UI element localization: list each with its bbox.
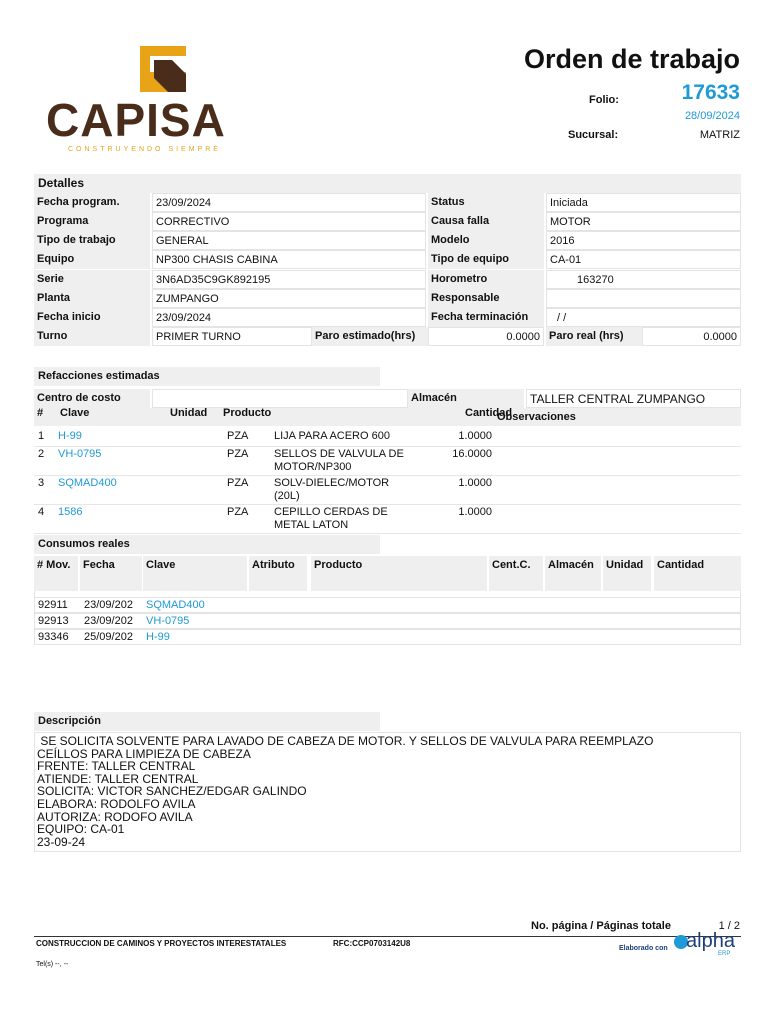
detalle-label: Tipo de equipo	[428, 250, 544, 269]
detalle-value: 23/09/2024	[152, 308, 426, 327]
ref-row-clave-link[interactable]: 1586	[58, 506, 83, 518]
refacciones-title: Refacciones estimadas	[38, 370, 160, 382]
paro-estimado-label: Paro estimado(hrs)	[312, 327, 428, 346]
detalle-label: Causa falla	[428, 212, 544, 231]
header-date: 28/09/2024	[684, 110, 740, 122]
ref-row-unidad: PZA	[227, 506, 249, 518]
cons-col-unidad: Unidad	[603, 556, 651, 591]
cons-col-producto: Producto	[311, 556, 487, 591]
cons-row-box	[34, 613, 741, 629]
detalles-header	[34, 174, 741, 193]
ref-col-clave: Clave	[60, 407, 90, 419]
detalle-label: Tipo de trabajo	[34, 231, 150, 250]
descripcion-title: Descripción	[38, 715, 101, 727]
detalle-label: Fecha terminación	[428, 308, 544, 327]
paro-estimado-value: 0.0000	[428, 327, 544, 346]
ref-row-producto: SELLOS DE VALVULA DE MOTOR/NP300	[274, 448, 404, 473]
sucursal-label: Sucursal:	[568, 129, 619, 141]
descripcion-line: EQUIPO: CA-01	[37, 822, 125, 837]
detalle-label: Horometro	[428, 270, 544, 289]
ref-row-num: 2	[38, 448, 45, 460]
ref-col-unidad: Unidad	[170, 407, 208, 419]
ref-row-cantidad: 1.0000	[458, 430, 492, 442]
ref-row-num: 3	[38, 477, 45, 489]
detalle-value: 3N6AD35C9GK892195	[152, 270, 426, 289]
cons-col-almacen: Almacén	[545, 556, 601, 591]
cons-row-clave-link[interactable]: SQMAD400	[146, 599, 205, 611]
alpha-brand-sub: ERP	[718, 951, 731, 957]
refacciones-col-header	[34, 408, 741, 426]
ref-row-producto: LIJA PARA ACERO 600	[274, 430, 390, 442]
refacciones-header	[34, 367, 380, 386]
detalle-label: Turno	[34, 327, 150, 346]
detalle-label: Responsable	[428, 289, 544, 308]
ref-row-unidad: PZA	[227, 448, 249, 460]
paro-real-value: 0.0000	[642, 327, 741, 346]
footer-company: CONSTRUCCION DE CAMINOS Y PROYECTOS INTERESTATALES	[36, 939, 287, 948]
detalle-value: ZUMPANGO	[152, 289, 426, 308]
ref-row-clave-link[interactable]: VH-0795	[58, 448, 102, 460]
row-divider	[34, 446, 741, 447]
detalle-value: / /	[546, 308, 741, 327]
detalles-title: Detalles	[38, 176, 85, 190]
detalle-label: Planta	[34, 289, 150, 308]
cons-row-fecha: 23/09/202	[84, 599, 133, 611]
detalle-label: Modelo	[428, 231, 544, 250]
cons-row-box	[34, 597, 741, 613]
descripcion-line: CEÍLLOS PARA LIMPIEZA DE CABEZA	[37, 746, 251, 761]
centro-costo-label: Centro de costo	[34, 389, 150, 408]
detalle-label: Serie	[34, 270, 150, 289]
detalle-value: CA-01	[546, 250, 741, 269]
cons-row-mov: 92911	[38, 599, 68, 611]
detalle-value: Iniciada	[546, 193, 741, 212]
detalle-value	[546, 289, 741, 308]
descripcion-header	[34, 712, 380, 731]
logo-slogan: CONSTRUYENDO SIEMPRE	[68, 146, 221, 153]
consumos-title: Consumos reales	[38, 538, 130, 550]
detalle-value: MOTOR	[546, 212, 741, 231]
cons-col-atributo: Atributo	[249, 556, 307, 591]
detalle-label: Fecha program.	[34, 193, 150, 212]
consumos-header	[34, 535, 380, 554]
ref-col-producto: Producto	[223, 407, 272, 419]
ref-row-clave-link[interactable]: H-99	[58, 430, 82, 442]
elaborado-label: Elaborado con	[619, 945, 668, 952]
alpha-erp-logo	[674, 930, 738, 961]
ref-col-observaciones: Observaciones	[497, 411, 576, 423]
footer-rfc: RFC:CCP0703142U8	[333, 939, 411, 948]
detalle-value: 163270	[546, 270, 741, 289]
cons-row-box	[34, 629, 741, 645]
row-divider	[34, 504, 741, 505]
row-divider	[34, 533, 741, 534]
cons-row-fecha: 23/09/202	[84, 615, 133, 627]
footer-divider	[34, 936, 741, 937]
cons-row-mov: 93346	[38, 631, 69, 643]
descripcion-line: AUTORIZA: RODOFO AVILA	[37, 809, 193, 824]
descripcion-line: SE SOLICITA SOLVENTE PARA LAVADO DE CABEZA DE MOTOR. Y SELLOS DE VALVULA PARA REEMPLAZO	[37, 734, 654, 748]
descripcion-line: 23-09-24	[37, 834, 86, 849]
ref-row-clave-link[interactable]: SQMAD400	[58, 477, 117, 489]
cons-col-clave: Clave	[143, 556, 247, 591]
page-title: Orden de trabajo	[523, 44, 740, 74]
ref-row-cantidad: 16.0000	[452, 448, 492, 460]
detalle-value: 23/09/2024	[152, 193, 426, 212]
pages-value: 1 / 2	[718, 920, 740, 932]
pages-label: No. página / Páginas totale	[531, 920, 671, 932]
detalle-value: 2016	[546, 231, 741, 250]
almacen-value: TALLER CENTRAL ZUMPANGO	[526, 389, 741, 408]
descripcion-line: ELABORA: RODOLFO AVILA	[37, 796, 196, 811]
ref-row-unidad: PZA	[227, 477, 249, 489]
descripcion-line: ATIENDE: TALLER CENTRAL	[37, 771, 199, 786]
descripcion-line: FRENTE: TALLER CENTRAL	[37, 759, 196, 774]
ref-row-num: 1	[38, 430, 45, 442]
ref-row-num: 4	[38, 506, 45, 518]
detalle-value: CORRECTIVO	[152, 212, 426, 231]
almacen-label: Almacén	[408, 389, 524, 408]
logo-text: CAPISA	[46, 94, 226, 146]
cons-row-mov: 92913	[38, 615, 69, 627]
sucursal-value: MATRIZ	[699, 129, 740, 141]
detalle-value: NP300 CHASIS CABINA	[152, 250, 426, 269]
detalle-value: PRIMER TURNO	[152, 327, 312, 346]
cons-col-fecha: Fecha	[80, 556, 142, 591]
footer-tel: Tel(s) --, --	[36, 961, 69, 968]
folio-label: Folio:	[589, 94, 619, 106]
descripcion-box	[34, 732, 741, 852]
detalle-label: Programa	[34, 212, 150, 231]
row-divider	[34, 475, 741, 476]
cons-row-clave-link[interactable]: H-99	[146, 631, 170, 643]
cons-row-clave-link[interactable]: VH-0795	[146, 615, 190, 627]
cons-row-fecha: 25/09/202	[84, 631, 133, 643]
detalle-value: GENERAL	[152, 231, 426, 250]
ref-row-cantidad: 1.0000	[458, 477, 492, 489]
ref-row-producto: SOLV-DIELEC/MOTOR (20L)	[274, 477, 390, 502]
alpha-brand: alpha	[686, 930, 735, 952]
folio-value: 17633	[681, 81, 740, 104]
ref-row-cantidad: 1.0000	[458, 506, 492, 518]
cons-col-mov: # Mov.	[34, 556, 78, 591]
paro-real-label: Paro real (hrs)	[546, 327, 642, 346]
ref-row-producto: CEPILLO CERDAS DE METAL LATON	[274, 506, 388, 531]
ref-col-num: #	[37, 407, 44, 419]
detalle-label: Status	[428, 193, 544, 212]
cons-col-centc: Cent.C.	[489, 556, 543, 591]
cons-col-cantidad: Cantidad	[654, 556, 741, 591]
detalle-label: Fecha inicio	[34, 308, 150, 327]
descripcion-line: SOLICITA: VICTOR SANCHEZ/EDGAR GALINDO	[37, 784, 307, 799]
detalle-label: Equipo	[34, 250, 150, 269]
ref-col-cantidad: Cantidad	[465, 407, 513, 419]
ref-row-unidad: PZA	[227, 430, 249, 442]
